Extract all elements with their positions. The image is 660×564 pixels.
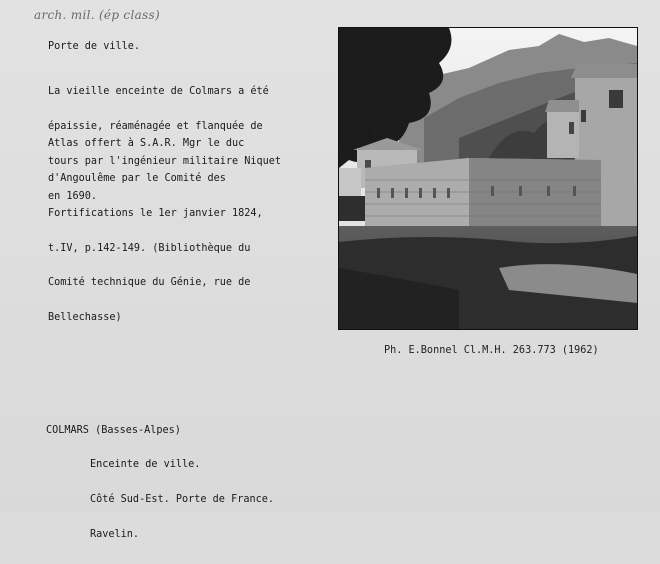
location-line: Côté Sud-Est. Porte de France. bbox=[90, 493, 275, 505]
location-line: Enceinte de ville. bbox=[90, 459, 201, 471]
description-line: La vieille enceinte de Colmars a été bbox=[48, 86, 269, 98]
source-line: t.IV, p.142-149. (Bibliothèque du bbox=[48, 242, 251, 254]
description-line: épaissie, réaménagée et flanquée de bbox=[48, 120, 263, 132]
location-details bbox=[90, 436, 274, 564]
source-line: d'Angoulême par le Comité des bbox=[48, 172, 226, 184]
handwritten-note: arch. mil. (ép class) bbox=[34, 8, 160, 22]
description-line: tours par l'ingénieur militaire Niquet bbox=[48, 155, 282, 167]
source-line: Atlas offert à S.A.R. Mgr le duc bbox=[48, 138, 245, 150]
photograph bbox=[338, 27, 638, 330]
card-title: Porte de ville. bbox=[48, 41, 141, 52]
source-line: Fortifications le 1er janvier 1824, bbox=[48, 207, 263, 219]
location-line: Ravelin. bbox=[90, 528, 140, 540]
source-line: Bellechasse) bbox=[48, 312, 122, 324]
source-line: Comité technique du Génie, rue de bbox=[48, 277, 251, 289]
source-paragraph bbox=[48, 115, 263, 347]
description-line: en 1690. bbox=[48, 190, 98, 202]
place-name: COLMARS (Basses-Alpes) bbox=[46, 425, 181, 436]
photograph-image bbox=[339, 28, 637, 329]
photo-credit: Ph. E.Bonnel Cl.M.H. 263.773 (1962) bbox=[384, 345, 599, 356]
